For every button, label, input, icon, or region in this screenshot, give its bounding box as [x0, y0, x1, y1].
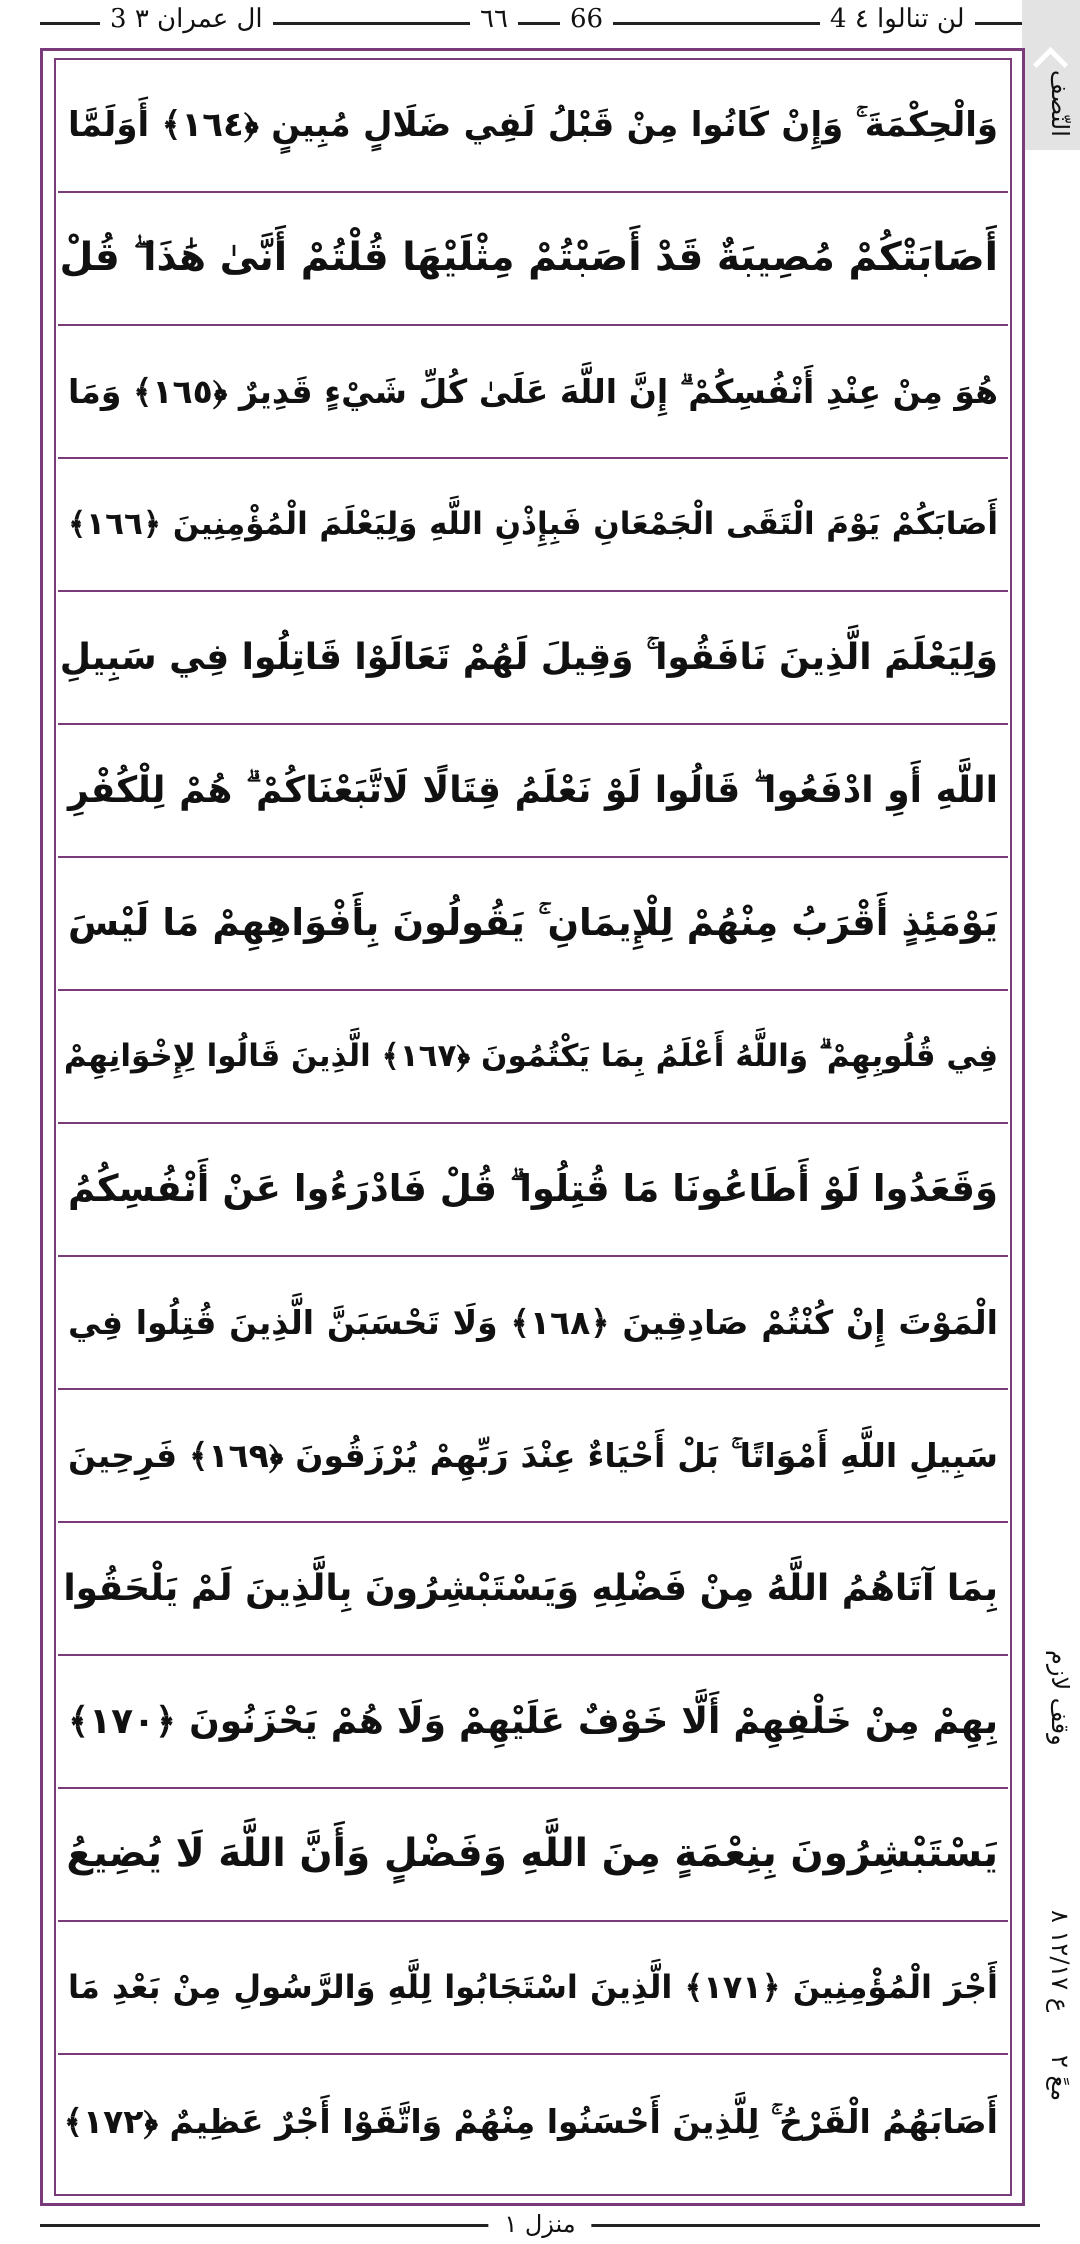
text-line: أَصَابَتْكُمْ مُصِيبَةٌ قَدْ أَصَبْتُمْ مِثْلَيْهَا قُلْتُمْ أَنَّىٰ هَٰذَا ۖ قُلْ: [58, 193, 1008, 326]
text-line: بِهِمْ مِنْ خَلْفِهِمْ أَلَّا خَوْفٌ عَلَيْهِمْ وَلَا هُمْ يَحْزَنُونَ ﴿١٧٠﴾: [58, 1656, 1008, 1789]
margin-note-waqf: وقف لازم: [1046, 1650, 1074, 1746]
text-line: الْمَوْتَ إِنْ كُنْتُمْ صَادِقِينَ ﴿١٦٨﴾ وَلَا تَحْسَبَنَّ الَّذِينَ قُتِلُوا فِي: [58, 1257, 1008, 1390]
margin-notes: [1028, 0, 1080, 2244]
text-line: فِي قُلُوبِهِمْ ۗ وَاللَّهُ أَعْلَمُ بِمَا يَكْتُمُونَ ﴿١٦٧﴾ الَّذِينَ قَالُوا لِإِخْوَانِهِمْ: [58, 991, 1008, 1124]
manzil-label: منزل ١: [488, 2210, 591, 2238]
text-line: بِمَا آتَاهُمُ اللَّهُ مِنْ فَضْلِهِ وَيَسْتَبْشِرُونَ بِالَّذِينَ لَمْ يَلْحَقُوا: [58, 1523, 1008, 1656]
text-line: أَصَابَكُمْ يَوْمَ الْتَقَى الْجَمْعَانِ فَبِإِذْنِ اللَّهِ وَلِيَعْلَمَ الْمُؤْمِنِينَ ﴿١٦٦﴾: [58, 459, 1008, 592]
text-line: يَسْتَبْشِرُونَ بِنِعْمَةٍ مِنَ اللَّهِ وَفَضْلٍ وَأَنَّ اللَّهَ لَا يُضِيعُ: [58, 1789, 1008, 1922]
page-number: 66: [560, 4, 613, 34]
text-line: وَقَعَدُوا لَوْ أَطَاعُونَا مَا قُتِلُوا ۗ قُلْ فَادْرَءُوا عَنْ أَنْفُسِكُمُ: [58, 1124, 1008, 1257]
text-line: سَبِيلِ اللَّهِ أَمْوَاتًا ۚ بَلْ أَحْيَاءٌ عِنْدَ رَبِّهِمْ يُرْزَقُونَ ﴿١٦٩﴾ فَرِحِينَ: [58, 1390, 1008, 1523]
text-line: وَلِيَعْلَمَ الَّذِينَ نَافَقُوا ۚ وَقِيلَ لَهُمْ تَعَالَوْا قَاتِلُوا فِي سَبِيلِ: [58, 592, 1008, 725]
text-line: أَجْرَ الْمُؤْمِنِينَ ﴿١٧١﴾ الَّذِينَ اسْتَجَابُوا لِلَّهِ وَالرَّسُولِ مِنْ بَعْدِ مَا: [58, 1922, 1008, 2055]
page-footer: [0, 2210, 1080, 2244]
juz-name: 4 لن تنالوا ٤: [820, 4, 975, 34]
page-header: [0, 0, 1080, 40]
text-line: أَصَابَهُمُ الْقَرْحُ ۚ لِلَّذِينَ أَحْسَنُوا مِنْهُمْ وَاتَّقَوْا أَجْرٌ عَظِيمٌ ﴿١٧٢﴾: [63, 2101, 998, 2141]
page-number-arabic: ٦٦: [470, 4, 518, 34]
margin-note-nisf: النّصف: [1046, 70, 1074, 137]
text-line: يَوْمَئِذٍ أَقْرَبُ مِنْهُمْ لِلْإِيمَانِ ۚ يَقُولُونَ بِأَفْوَاهِهِمْ مَا لَيْسَ: [58, 858, 1008, 991]
text-line: وَالْحِكْمَةَ ۚ وَإِنْ كَانُوا مِنْ قَبْلُ لَفِي ضَلَالٍ مُبِينٍ ﴿١٦٤﴾ أَوَلَمَّا: [58, 60, 1008, 193]
margin-note-ruku: ع ١٢/١٧ ٨: [1046, 1910, 1074, 2013]
text-line: هُوَ مِنْ عِنْدِ أَنْفُسِكُمْ ۗ إِنَّ اللَّهَ عَلَىٰ كُلِّ شَيْءٍ قَدِيرٌ ﴿١٦٥﴾ وَمَا: [58, 326, 1008, 459]
surah-name: 3 ال عمران ٣: [100, 4, 273, 34]
margin-note-mu: معً ٢: [1046, 2055, 1074, 2102]
text-line: اللَّهِ أَوِ ادْفَعُوا ۖ قَالُوا لَوْ نَعْلَمُ قِتَالًا لَاتَّبَعْنَاكُمْ ۗ هُمْ لِلْكُفْرِ: [58, 725, 1008, 858]
